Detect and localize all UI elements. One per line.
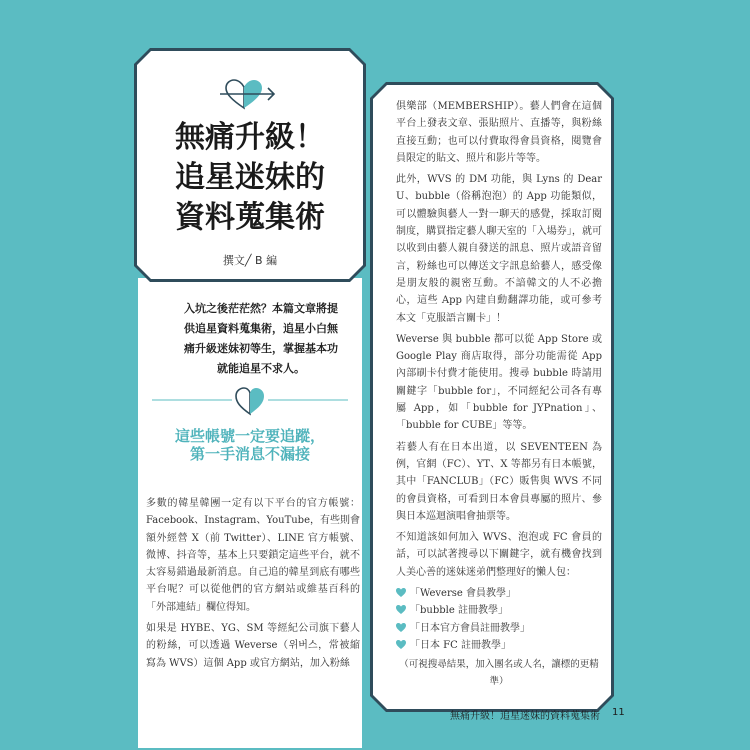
heart-bullet-icon	[396, 605, 406, 614]
heart-bullet-icon	[396, 588, 406, 597]
section-divider	[152, 384, 348, 420]
author-credit: 撰文╱ B 編	[222, 254, 278, 267]
keyword-label: 「日本 FC 註冊教學」	[410, 639, 511, 651]
keyword-list	[396, 585, 602, 654]
page-number: 11	[612, 707, 625, 718]
title-line: 資料蒐集術	[175, 200, 325, 235]
section-heading	[138, 427, 362, 463]
intro-line: 供追星資料蒐集術，追星小白無	[184, 322, 338, 335]
body-paragraph: 若藝人有在日本出道，以 SEVENTEEN 為例，官網（FC）、YT、X 等都另有日本帳號，其中「FANCLUB」（FC）販售與 WVS 不同的會員資格，可看到日本會員專屬的照片、參與日本巡迴演唱會抽票等。	[396, 441, 602, 522]
footer-title: 無痛升級！追星迷妹的資料蒐集術	[450, 711, 600, 722]
keyword-item	[396, 585, 602, 602]
intro-line: 入坑之後茫茫然？本篇文章將提	[184, 302, 338, 315]
keyword-item	[396, 637, 602, 654]
section-heading-line: 第一手消息不漏接	[189, 445, 310, 463]
body-paragraph: Weverse 與 bubble 都可以從 App Store 或 Google Play 商店取得，部分功能需從 App 內部刷卡付費才能使用。搜尋 bubble 時請用關鍵字「bubble for」，不同經紀公司各有專屬 App，如「bubble for JYPnation」、「bubble for CUBE」等等。	[396, 333, 602, 432]
intro-text	[164, 299, 358, 379]
left-body-text	[146, 495, 360, 676]
keyword-item	[396, 620, 602, 637]
right-body-text	[396, 98, 602, 690]
search-note: （可視搜尋結果，加入團名或人名，讓標的更精準）	[399, 659, 599, 688]
section-heading-line: 這些帳號一定要追蹤，	[174, 427, 325, 445]
heart-arrow-icon	[218, 78, 278, 112]
keyword-label: 「bubble 註冊教學」	[410, 605, 508, 617]
body-paragraph: 如果是 HYBE、YG、SM 等經紀公司旗下藝人的粉絲，可以透過 Weverse（위버스，常被縮寫為 WVS）這個 App 或官方網站，加入粉絲	[146, 623, 360, 669]
title-line: 追星迷妹的	[175, 160, 325, 195]
heart-bullet-icon	[396, 623, 406, 632]
heart-bullet-icon	[396, 640, 406, 649]
title-line: 無痛升級！	[175, 120, 325, 155]
body-paragraph: 多數的韓星韓團一定有以下平台的官方帳號：Facebook、Instagram、YouTube，有些則會額外經營 X（前 Twitter）、LINE 官方帳號、微博、抖音等，基本上只要鎖定這些平台，就不太容易錯過最新消息。自己追的韓星到底有哪些平台呢？可以從他們的官方網站或維基百科的「外部連結」欄位得知。	[146, 498, 360, 613]
keyword-item	[396, 602, 602, 619]
keyword-label: 「Weverse 會員教學」	[410, 588, 516, 600]
intro-line: 就能追星不求人。	[217, 362, 305, 375]
article-title	[137, 118, 363, 238]
body-paragraph: 俱樂部（MEMBERSHIP）。藝人們會在這個平台上發表文章、張貼照片、直播等，與粉絲直接互動；也可以付費取得會員資格，閱覽會員限定的貼文、照片和影片等等。	[396, 101, 602, 164]
intro-line: 痛升級迷妹初等生，掌握基本功	[184, 342, 338, 355]
keyword-label: 「日本官方會員註冊教學」	[410, 622, 530, 634]
body-paragraph: 不知道該如何加入 WVS、泡泡或 FC 會員的話，可以試著搜尋以下關鍵字，就有機會找到人美心善的迷妹迷弟們整理好的懶人包：	[396, 532, 602, 578]
body-paragraph: 此外，WVS 的 DM 功能，與 Lyns 的 Dear U、bubble（俗稱泡泡）的 App 功能類似，可以體驗與藝人一對一聊天的感覺，採取訂閱制度，購買指定藝人聊天室的「入場券」，就可以收到由藝人親自發送的訊息、照片或語音留言，粉絲也可以傳送文字訊息給藝人，感受像是朋友般的親密互動。不諳韓文的人不必擔心，這些 App 內建自動翻譯功能，或可參考本文「克服語言關卡」！	[396, 174, 602, 324]
